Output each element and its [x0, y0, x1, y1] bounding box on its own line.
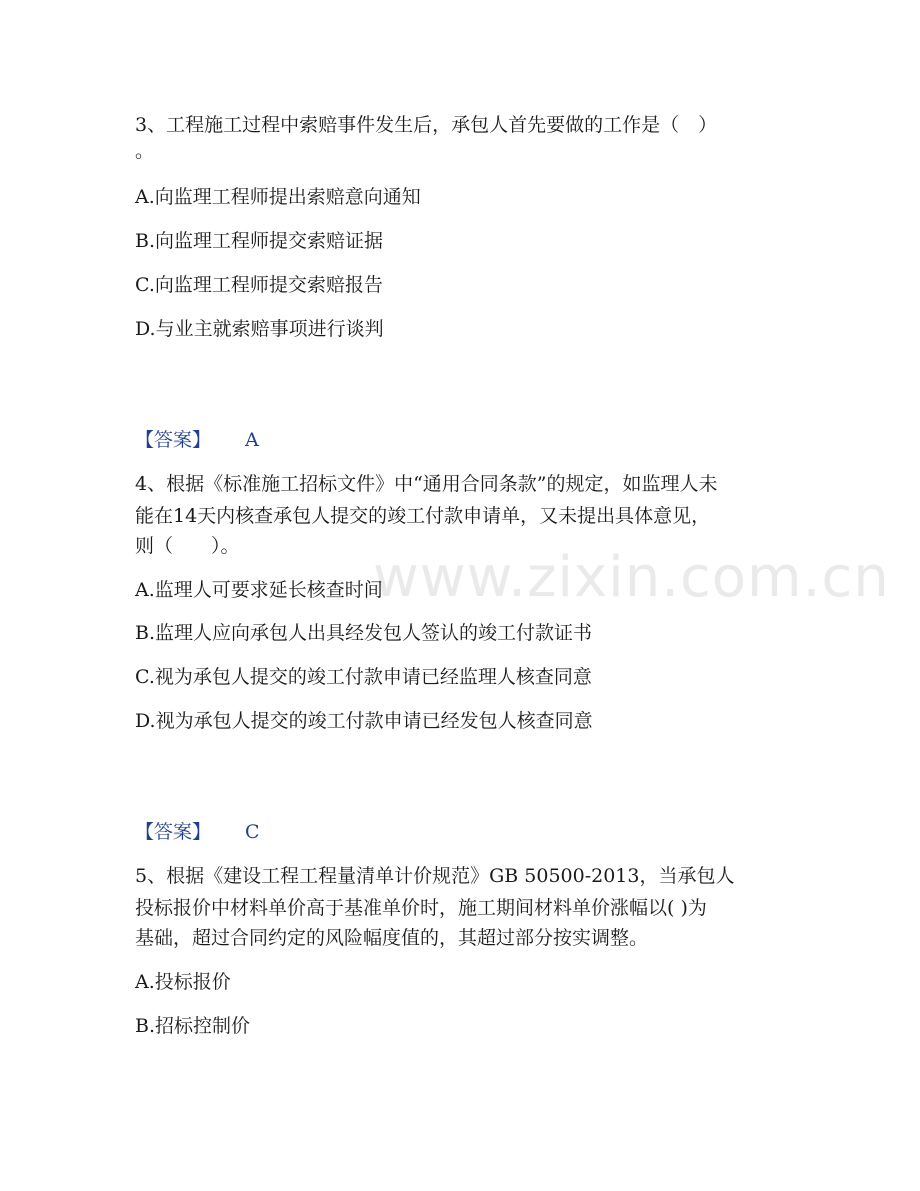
- q3-option-c: C.向监理工程师提交索赔报告: [135, 274, 383, 296]
- q5-stem-line-1: 5、根据《建设工程工程量清单计价规范》GB 50500-2013，当承包人: [135, 865, 735, 887]
- q5-option-b: B.招标控制价: [135, 1015, 251, 1037]
- q4-answer-label: 【答案】: [135, 821, 212, 843]
- q5-stem-line-2: 投标报价中材料单价高于基准单价时，施工期间材料单价涨幅以( )为: [135, 897, 707, 919]
- q3-stem-line-2: 。: [135, 140, 155, 162]
- q4-stem-line-3: 则（ ）。: [135, 535, 240, 557]
- watermark: www.zixin.com.cn: [373, 545, 890, 610]
- q4-option-c: C.视为承包人提交的竣工付款申请已经监理人核查同意: [135, 666, 592, 688]
- q4-answer: [135, 820, 260, 844]
- q3-option-b: B.向监理工程师提交索赔证据: [135, 230, 384, 252]
- q4-option-a: A.监理人可要求延长核查时间: [135, 579, 383, 601]
- q5-option-a: A.投标报价: [135, 971, 231, 993]
- q4-option-d: D.视为承包人提交的竣工付款申请已经发包人核查同意: [135, 710, 593, 732]
- q5-stem-line-3: 基础，超过合同约定的风险幅度值的，其超过部分按实调整。: [135, 927, 649, 949]
- q4-option-b: B.监理人应向承包人出具经发包人签认的竣工付款证书: [135, 622, 593, 644]
- q3-answer-label: 【答案】: [135, 429, 212, 451]
- q3-answer-value: A: [245, 429, 259, 451]
- q3-stem-line-1: 3、工程施工过程中索赔事件发生后，承包人首先要做的工作是（ ）: [135, 114, 718, 136]
- q3-answer: [135, 428, 259, 452]
- q4-stem-line-2: 能在14天内核查承包人提交的竣工付款申请单，又未提出具体意见，: [135, 505, 711, 527]
- q3-option-d: D.与业主就索赔事项进行谈判: [135, 318, 384, 340]
- q4-stem-line-1: 4、根据《标准施工招标文件》中“通用合同条款”的规定，如监理人未: [135, 473, 718, 495]
- q4-answer-value: C: [245, 821, 260, 843]
- q3-option-a: A.向监理工程师提出索赔意向通知: [135, 186, 421, 208]
